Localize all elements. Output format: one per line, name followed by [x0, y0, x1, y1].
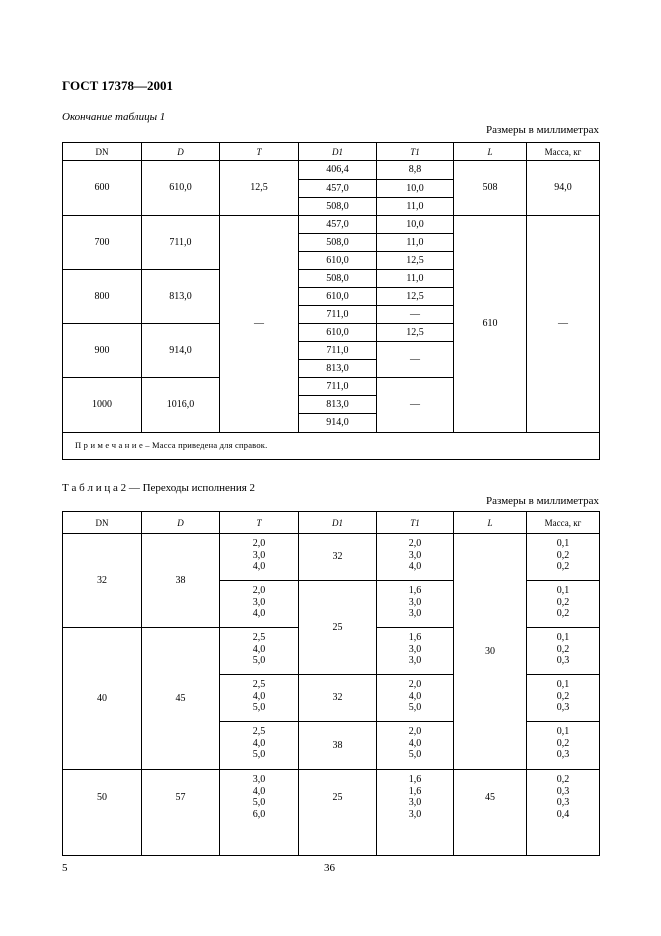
d-cell: 610,0 — [142, 161, 220, 216]
t1-value: 2,0 — [408, 726, 422, 737]
t1-value: 5,0 — [408, 702, 422, 713]
d1-cell: 406,4 — [299, 161, 377, 180]
d1-cell: 711,0 — [299, 306, 377, 324]
t-cell — [220, 534, 299, 581]
d1-cell: 508,0 — [299, 234, 377, 252]
d1-cell: 711,0 — [299, 378, 377, 396]
t1-value: 2,0 — [408, 538, 422, 549]
col-l-header: L — [454, 143, 527, 161]
mass-value: 0,4 — [556, 808, 570, 820]
mass-value: 0,3 — [556, 702, 570, 713]
d1-cell: 610,0 — [299, 288, 377, 306]
mass-cell: — — [527, 216, 600, 433]
mass-value: 0,2 — [556, 737, 570, 749]
d1-cell: 457,0 — [299, 216, 377, 234]
t1-cell: — — [377, 378, 454, 433]
table1 — [62, 142, 600, 460]
t-value: 3,0 — [252, 596, 266, 608]
t-value: 2,0 — [252, 585, 266, 596]
t1-value: 3,0 — [408, 643, 422, 655]
mass-value: 0,2 — [556, 561, 570, 572]
t1-cell: 10,0 — [377, 180, 454, 198]
t-value: 5,0 — [252, 797, 266, 808]
t1-value: 5,0 — [408, 749, 422, 760]
d-cell: 38 — [142, 534, 220, 628]
table2-caption: Т а б л и ц а 2 — Переходы исполнения 2 — [62, 482, 256, 494]
col-l-header: L — [454, 512, 527, 534]
d1-cell: 25 — [299, 581, 377, 675]
mass-value: 0,1 — [556, 538, 570, 549]
mass-value: 0,2 — [556, 643, 570, 655]
table-row — [63, 161, 600, 180]
d1-cell: 813,0 — [299, 360, 377, 378]
d-cell: 711,0 — [142, 216, 220, 270]
col-d1-header: D1 — [299, 143, 377, 161]
t-value: 2,5 — [252, 726, 266, 737]
d-cell: 914,0 — [142, 324, 220, 378]
t1-cell — [377, 628, 454, 675]
l-cell: 45 — [454, 770, 527, 856]
t1-cell — [377, 722, 454, 770]
t1-value: 1,6 — [408, 585, 422, 596]
t1-cell: — — [377, 306, 454, 324]
t1-cell — [377, 534, 454, 581]
mass-value: 0,2 — [556, 690, 570, 702]
page-number-center: 36 — [324, 862, 335, 874]
t1-value: 3,0 — [408, 608, 422, 619]
t-cell — [220, 675, 299, 722]
t-value: 3,0 — [252, 549, 266, 561]
mass-cell — [527, 722, 600, 770]
mass-cell — [527, 675, 600, 722]
mass-value: 0,2 — [556, 596, 570, 608]
l-cell: 30 — [454, 534, 527, 770]
t-value: 4,0 — [252, 643, 266, 655]
mass-value: 0,3 — [556, 655, 570, 666]
t1-cell: 12,5 — [377, 324, 454, 342]
t1-value: 4,0 — [408, 690, 422, 702]
col-dn-header: DN — [63, 512, 142, 534]
t-value: 2,0 — [252, 538, 266, 549]
mass-cell — [527, 770, 600, 856]
t-cell — [220, 770, 299, 856]
dn-cell: 600 — [63, 161, 142, 216]
mass-value: 0,2 — [556, 549, 570, 561]
d-cell: 45 — [142, 628, 220, 770]
mass-cell: 94,0 — [527, 161, 600, 216]
d1-cell: 38 — [299, 722, 377, 770]
t1-value: 4,0 — [408, 737, 422, 749]
t1-cell — [377, 675, 454, 722]
col-d-header: D — [142, 512, 220, 534]
t1-value: 3,0 — [408, 808, 422, 820]
t-value: 5,0 — [252, 655, 266, 666]
t1-cell: 11,0 — [377, 234, 454, 252]
col-dn-header: DN — [63, 143, 142, 161]
d1-cell: 508,0 — [299, 270, 377, 288]
dn-cell: 1000 — [63, 378, 142, 433]
t1-value: 1,6 — [408, 785, 422, 797]
t1-value: 2,0 — [408, 679, 422, 690]
l-cell: 610 — [454, 216, 527, 433]
table-row — [63, 770, 600, 856]
col-t-header: T — [220, 143, 299, 161]
table2-header-row — [63, 512, 600, 534]
mass-value: 0,3 — [556, 785, 570, 797]
mass-cell — [527, 581, 600, 628]
dn-cell: 900 — [63, 324, 142, 378]
table-row — [63, 534, 600, 581]
t1-cell: 8,8 — [377, 161, 454, 180]
t-value: 5,0 — [252, 749, 266, 760]
t-value: 4,0 — [252, 561, 266, 572]
t-value: 2,5 — [252, 679, 266, 690]
t1-value: 3,0 — [408, 797, 422, 808]
d1-cell: 610,0 — [299, 252, 377, 270]
t1-cell: 11,0 — [377, 270, 454, 288]
t1-cell: — — [377, 342, 454, 378]
mass-cell — [527, 534, 600, 581]
t-cell — [220, 722, 299, 770]
t1-value: 3,0 — [408, 549, 422, 561]
t1-cell: 11,0 — [377, 198, 454, 216]
dn-cell: 800 — [63, 270, 142, 324]
table-row — [63, 216, 600, 234]
table1-continuation-label: Окончание таблицы 1 — [62, 111, 166, 123]
d1-cell: 813,0 — [299, 396, 377, 414]
t1-value: 1,6 — [408, 632, 422, 643]
table1-units: Размеры в миллиметрах — [486, 124, 599, 136]
t-cell: — — [220, 216, 299, 433]
t-value: 4,0 — [252, 608, 266, 619]
dn-cell: 32 — [63, 534, 142, 628]
t-cell: 12,5 — [220, 161, 299, 216]
col-mass-header: Масса, кг — [527, 512, 600, 534]
d1-cell: 610,0 — [299, 324, 377, 342]
mass-value: 0,2 — [556, 774, 570, 785]
t-value: 4,0 — [252, 690, 266, 702]
mass-value: 0,1 — [556, 679, 570, 690]
t-cell — [220, 581, 299, 628]
t1-cell: 10,0 — [377, 216, 454, 234]
col-d-header: D — [142, 143, 220, 161]
document-header: ГОСТ 17378—2001 — [62, 78, 174, 93]
t1-value: 3,0 — [408, 596, 422, 608]
t-cell — [220, 628, 299, 675]
t1-value: 4,0 — [408, 561, 422, 572]
t-value: 5,0 — [252, 702, 266, 713]
d-cell: 57 — [142, 770, 220, 856]
d1-cell: 914,0 — [299, 414, 377, 433]
t1-cell — [377, 770, 454, 856]
t1-cell: 12,5 — [377, 252, 454, 270]
d1-cell: 32 — [299, 675, 377, 722]
t1-cell — [377, 581, 454, 628]
table2-units: Размеры в миллиметрах — [486, 495, 599, 507]
t-value: 3,0 — [252, 774, 266, 785]
d1-cell: 32 — [299, 534, 377, 581]
dn-cell: 700 — [63, 216, 142, 270]
mass-value: 0,3 — [556, 749, 570, 760]
d1-cell: 711,0 — [299, 342, 377, 360]
d1-cell: 457,0 — [299, 180, 377, 198]
mass-value: 0,3 — [556, 797, 570, 808]
t-value: 4,0 — [252, 785, 266, 797]
table1-note: П р и м е ч а н и е – Масса приведена для справок. — [63, 433, 600, 460]
t-value: 4,0 — [252, 737, 266, 749]
d1-cell: 25 — [299, 770, 377, 856]
col-t1-header: T1 — [377, 512, 454, 534]
mass-value: 0,1 — [556, 632, 570, 643]
col-t1-header: T1 — [377, 143, 454, 161]
col-mass-header: Масса, кг — [527, 143, 600, 161]
t1-value: 1,6 — [408, 774, 422, 785]
mass-cell — [527, 628, 600, 675]
table2 — [62, 511, 600, 856]
t1-cell: 12,5 — [377, 288, 454, 306]
col-d1-header: D1 — [299, 512, 377, 534]
d1-cell: 508,0 — [299, 198, 377, 216]
table1-header-row — [63, 143, 600, 161]
mass-value: 0,1 — [556, 585, 570, 596]
dn-cell: 40 — [63, 628, 142, 770]
col-t-header: T — [220, 512, 299, 534]
l-cell: 508 — [454, 161, 527, 216]
t-value: 2,5 — [252, 632, 266, 643]
dn-cell: 50 — [63, 770, 142, 856]
mass-value: 0,1 — [556, 726, 570, 737]
d-cell: 813,0 — [142, 270, 220, 324]
t-value: 6,0 — [252, 808, 266, 820]
page-number-left: 5 — [62, 862, 68, 874]
t1-value: 3,0 — [408, 655, 422, 666]
table1-note-row — [63, 433, 600, 460]
d-cell: 1016,0 — [142, 378, 220, 433]
mass-value: 0,2 — [556, 608, 570, 619]
